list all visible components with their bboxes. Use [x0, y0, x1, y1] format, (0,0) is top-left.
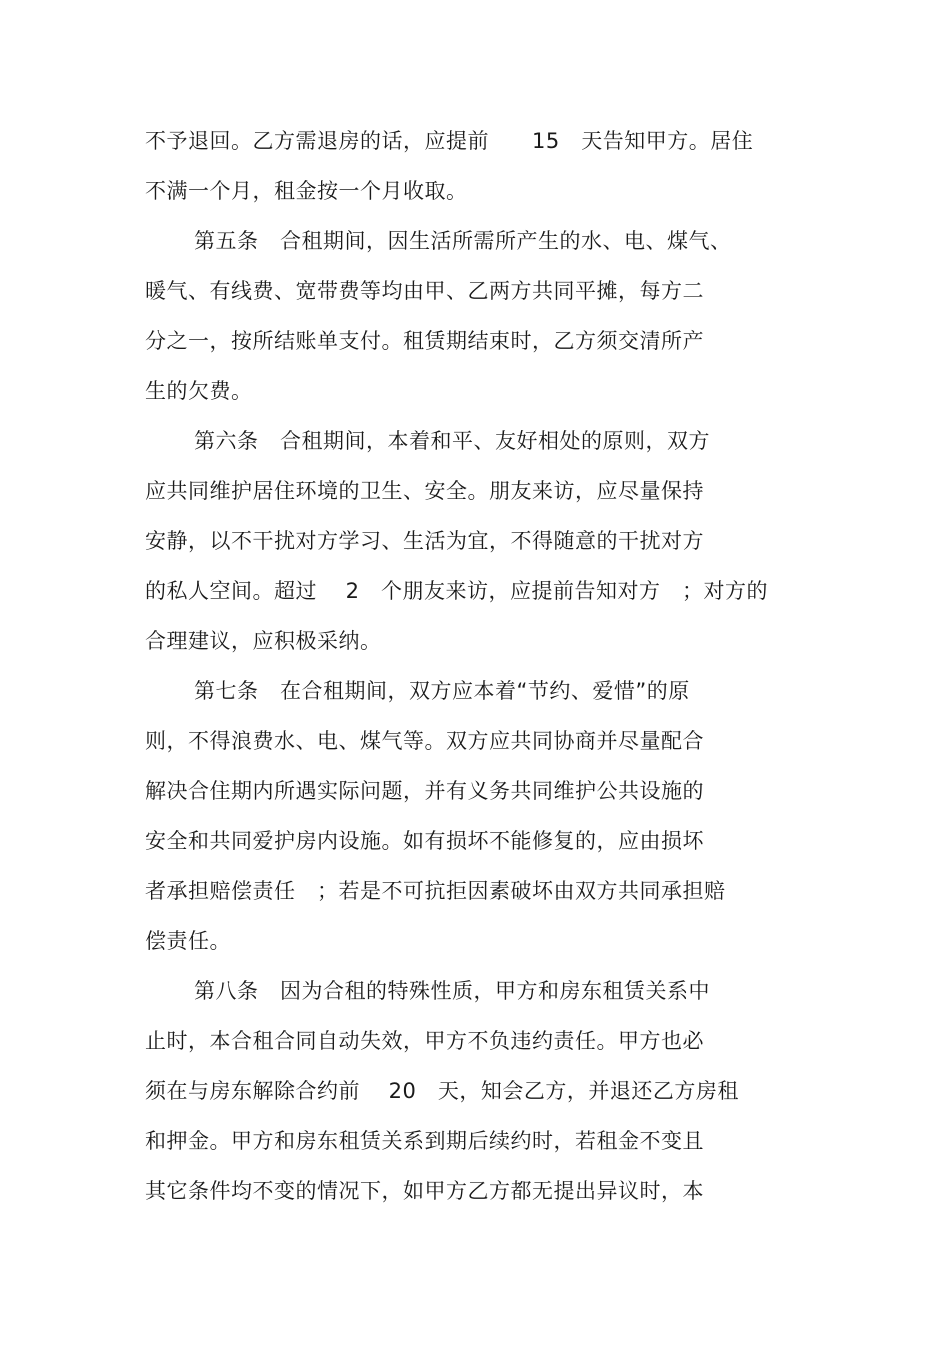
article-6-heading-line: 第六条 合租期间，本着和平、友好相处的原则，双方: [194, 429, 710, 453]
text-line: 应共同维护居住环境的卫生、安全。朋友来访，应尽量保持: [145, 479, 704, 503]
text-line: 安静，以不干扰对方学习、生活为宜，不得随意的干扰对方: [145, 529, 704, 553]
text-line: 安全和共同爱护房内设施。如有损坏不能修复的，应由损坏: [145, 829, 704, 853]
text-line: 合理建议，应积极采纳。: [145, 629, 382, 653]
text-line: 其它条件均不变的情况下，如甲方乙方都无提出异议时，本: [145, 1179, 704, 1203]
article-7-heading-line: 第七条 在合租期间，双方应本着“节约、爱惜”的原: [194, 679, 690, 703]
text-line: 的私人空间。超过 2 个朋友来访，应提前告知对方 ；对方的: [145, 579, 769, 603]
text-line: 暖气、有线费、宽带费等均由甲、乙两方共同平摊，每方二: [145, 279, 704, 303]
text-line: 须在与房东解除合约前 20 天，知会乙方，并退还乙方房租: [145, 1079, 739, 1103]
text-line: 生的欠费。: [145, 379, 253, 403]
text-line: 者承担赔偿责任 ；若是不可抗拒因素破坏由双方共同承担赔: [145, 879, 726, 903]
text-line: 不满一个月，租金按一个月收取。: [145, 179, 468, 203]
article-8-heading-line: 第八条 因为合租的特殊性质，甲方和房东租赁关系中: [194, 979, 710, 1003]
text-line: 则，不得浪费水、电、煤气等。双方应共同协商并尽量配合: [145, 729, 704, 753]
text-line: 止时，本合租合同自动失效，甲方不负违约责任。甲方也必: [145, 1029, 704, 1053]
text-line: 和押金。甲方和房东租赁关系到期后续约时，若租金不变且: [145, 1129, 704, 1153]
text-line: 分之一，按所结账单支付。租赁期结束时，乙方须交清所产: [145, 329, 704, 353]
text-line: 偿责任。: [145, 929, 231, 953]
article-5-heading-line: 第五条 合租期间，因生活所需所产生的水、电、煤气、: [194, 229, 732, 253]
text-line: 解决合住期内所遇实际问题，并有义务共同维护公共设施的: [145, 779, 704, 803]
text-line: 不予退回。乙方需退房的话，应提前 15 天告知甲方。居住: [145, 129, 754, 153]
